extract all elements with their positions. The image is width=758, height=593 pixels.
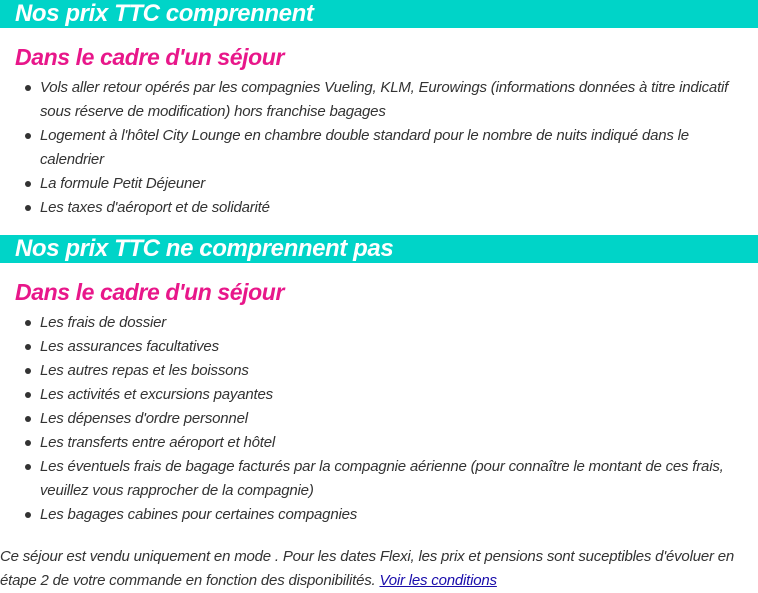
list-item-text: Vols aller retour opérés par les compagnies Vueling, KLM, Eurowings (informations données à titre indicatif sous réserve de modification) hors franchise bagages	[40, 79, 729, 120]
list-item	[40, 359, 758, 383]
list-item-text: Les assurances facultatives	[40, 338, 219, 355]
footer-text: Ce séjour est vendu uniquement en mode . Pour les dates Flexi, les prix et pensions sont suceptibles d'évoluer en étape 2 de votre commande en fonction des disponibilités.	[0, 548, 735, 589]
list-item-text: Les taxes d'aéroport et de solidarité	[40, 199, 270, 216]
list-item-text: Les transferts entre aéroport et hôtel	[40, 434, 276, 451]
list-item	[40, 196, 758, 220]
list-item	[40, 431, 758, 455]
list-item-text: La formule Petit Déjeuner	[40, 175, 206, 192]
included-subtitle: Dans le cadre d'un séjour	[15, 44, 284, 70]
bullet-icon	[25, 512, 31, 518]
bullet-icon	[25, 440, 31, 446]
list-item	[40, 503, 758, 527]
list-item-text: Les activités et excursions payantes	[40, 386, 273, 403]
list-item-text: Les autres repas et les boissons	[40, 362, 249, 379]
list-item-text: Les éventuels frais de bagage facturés par la compagnie aérienne (pour connaître le montant de ces frais, veuillez vous rapprocher de la compagnie)	[40, 458, 724, 499]
list-item	[40, 76, 758, 124]
excluded-list	[0, 311, 758, 527]
bullet-icon	[25, 464, 31, 470]
bullet-icon	[25, 320, 31, 326]
list-item-text: Les bagages cabines pour certaines compagnies	[40, 506, 358, 523]
bullet-icon	[25, 368, 31, 374]
footer-note	[0, 545, 758, 593]
list-item	[40, 383, 758, 407]
list-item-text: Les dépenses d'ordre personnel	[40, 410, 248, 427]
excluded-section-header: Nos prix TTC ne comprennent pas	[0, 235, 758, 263]
excluded-subtitle: Dans le cadre d'un séjour	[15, 279, 284, 305]
list-item-text: Les frais de dossier	[40, 314, 167, 331]
bullet-icon	[25, 344, 31, 350]
list-item	[40, 335, 758, 359]
bullet-icon	[25, 205, 31, 211]
list-item	[40, 172, 758, 196]
bullet-icon	[25, 181, 31, 187]
list-item	[40, 455, 758, 503]
list-item	[40, 311, 758, 335]
list-item-text: Logement à l'hôtel City Lounge en chambre double standard pour le nombre de nuits indiqué dans le calendrier	[40, 127, 689, 168]
list-item	[40, 124, 758, 172]
bullet-icon	[25, 392, 31, 398]
bullet-icon	[25, 85, 31, 91]
included-section-header: Nos prix TTC comprennent	[0, 0, 758, 28]
included-list	[0, 76, 758, 220]
conditions-link[interactable]: Voir les conditions	[379, 572, 497, 589]
bullet-icon	[25, 416, 31, 422]
bullet-icon	[25, 133, 31, 139]
list-item	[40, 407, 758, 431]
